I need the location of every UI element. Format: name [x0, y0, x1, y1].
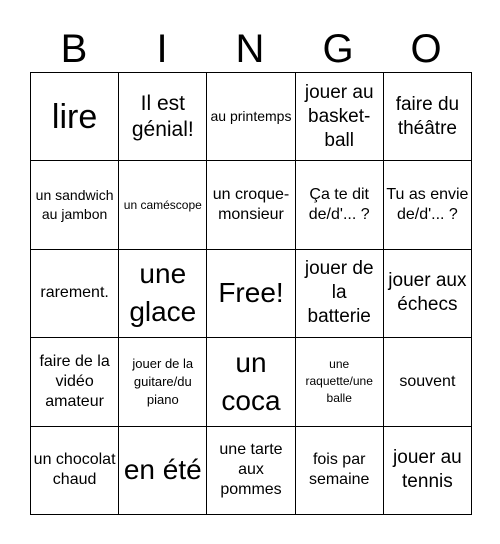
- cell-text: un caméscope: [123, 197, 202, 212]
- cell-text: une raquette/une balle: [305, 357, 373, 406]
- cell-text: lire: [51, 97, 98, 136]
- bingo-cell: [296, 427, 384, 515]
- cell-text: un coca: [221, 346, 281, 416]
- bingo-cell: [384, 161, 472, 249]
- cell-text: en été: [123, 454, 202, 486]
- cell-text: Tu as envie de/d'... ?: [386, 186, 469, 224]
- bingo-cell: [119, 427, 207, 515]
- header-letter-g: G: [322, 27, 354, 71]
- cell-text: faire de la vidéo amateur: [39, 352, 110, 410]
- bingo-cell: [119, 73, 207, 161]
- bingo-cell: [119, 161, 207, 249]
- cell-text: jouer au tennis: [393, 447, 462, 493]
- bingo-cell: [119, 338, 207, 426]
- bingo-grid: [30, 72, 472, 515]
- cell-text: rarement.: [40, 284, 109, 302]
- bingo-cell: [384, 338, 472, 426]
- bingo-cell: [31, 161, 119, 249]
- bingo-cell: [119, 250, 207, 338]
- bingo-cell: [31, 250, 119, 338]
- bingo-cell: [207, 250, 295, 338]
- cell-text: fois par semaine: [308, 451, 370, 489]
- bingo-cell: [296, 338, 384, 426]
- cell-text: souvent: [399, 372, 456, 390]
- cell-text: au printemps: [210, 108, 292, 125]
- bingo-cell: [384, 427, 472, 515]
- cell-text: jouer de la batterie: [304, 258, 374, 328]
- cell-text: une glace: [129, 258, 197, 328]
- cell-text: un chocolat chaud: [33, 451, 116, 489]
- cell-text: Ça te dit de/d'... ?: [308, 186, 370, 224]
- bingo-cell: [296, 250, 384, 338]
- bingo-cell: [31, 338, 119, 426]
- cell-text: jouer de la guitare/du piano: [132, 355, 194, 407]
- bingo-cell: [296, 73, 384, 161]
- cell-text: Il est génial!: [131, 91, 194, 141]
- bingo-cell: [31, 427, 119, 515]
- header-letter-b: B: [60, 27, 88, 71]
- bingo-cell: [384, 73, 472, 161]
- free-space: Free!: [218, 277, 284, 309]
- bingo-cell: [384, 250, 472, 338]
- header-letter-o: O: [410, 27, 442, 71]
- bingo-cell: [207, 73, 295, 161]
- header-letter-i: I: [156, 27, 168, 71]
- cell-text: un croque-monsieur: [212, 186, 290, 224]
- cell-text: jouer au basket-ball: [304, 81, 374, 151]
- bingo-cell: [207, 338, 295, 426]
- bingo-cell: [296, 161, 384, 249]
- bingo-cell: [207, 427, 295, 515]
- cell-text: une tarte aux pommes: [219, 441, 283, 499]
- header-letter-n: N: [235, 27, 265, 71]
- cell-text: jouer aux échecs: [388, 270, 467, 316]
- cell-text: faire du théâtre: [395, 93, 460, 139]
- cell-text: un sandwich au jambon: [35, 187, 114, 223]
- bingo-cell: [207, 161, 295, 249]
- bingo-cell: [31, 73, 119, 161]
- bingo-header: [30, 24, 470, 74]
